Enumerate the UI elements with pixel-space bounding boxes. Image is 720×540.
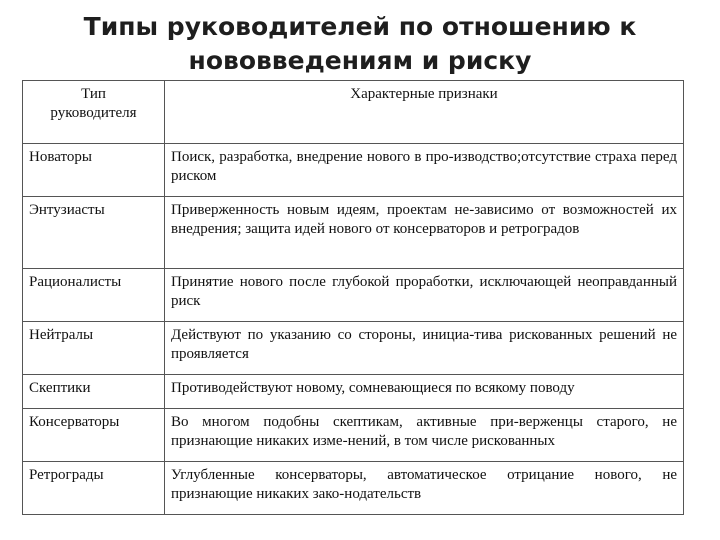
row-features-cell: Принятие нового после глубокой проработки, исключающей неоправданный риск	[165, 269, 684, 322]
row-features-cell: Приверженность новым идеям, проектам не-зависимо от возможностей их внедрения; защита идей нового от консерваторов и ретроградов	[165, 197, 684, 269]
row-features-cell: Действуют по указанию со стороны, инициа-тива рискованных решений не проявляется	[165, 322, 684, 375]
row-features-cell: Противодействуют новому, сомневающиеся по всякому поводу	[165, 375, 684, 409]
header-features: Характерные признаки	[165, 81, 684, 144]
table-row	[23, 409, 684, 462]
row-features-cell: Во многом подобны скептикам, активные при-верженцы старого, не признающие никаких изме-нений, в том числе рискованных	[165, 409, 684, 462]
row-type-cell: Ретрограды	[23, 462, 165, 515]
row-type-cell: Новаторы	[23, 144, 165, 197]
header-manager-type	[23, 81, 165, 144]
manager-types-table	[22, 80, 684, 515]
table-row	[23, 322, 684, 375]
slide-title	[40, 10, 680, 78]
table-header-row	[23, 81, 684, 144]
table-row	[23, 144, 684, 197]
table-row	[23, 197, 684, 269]
header-manager-type-line-1: Тип	[81, 86, 106, 102]
table-row	[23, 462, 684, 515]
slide-title-line-2: нововведениям и риску	[188, 46, 532, 75]
row-type-cell: Консерваторы	[23, 409, 165, 462]
row-features-cell: Поиск, разработка, внедрение нового в про-изводство;отсутствие страха перед риском	[165, 144, 684, 197]
header-manager-type-line-2: руководителя	[50, 105, 137, 121]
row-type-cell: Нейтралы	[23, 322, 165, 375]
table-row	[23, 375, 684, 409]
slide-title-line-1: Типы руководителей по отношению к	[83, 12, 637, 41]
row-features-cell: Углубленные консерваторы, автоматическое отрицание нового, не признающие никаких зако-нодательств	[165, 462, 684, 515]
row-type-cell: Энтузиасты	[23, 197, 165, 269]
table-row	[23, 269, 684, 322]
row-type-cell: Скептики	[23, 375, 165, 409]
row-type-cell: Рационалисты	[23, 269, 165, 322]
